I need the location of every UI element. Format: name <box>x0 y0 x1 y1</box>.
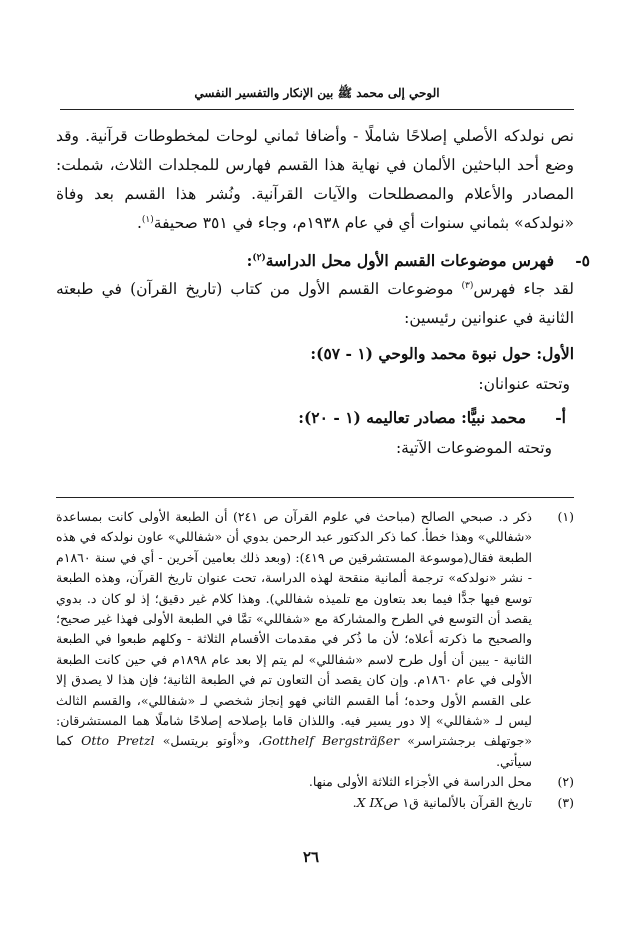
footnote-3 <box>56 793 574 813</box>
paragraph-2-end: موضوعات القسم الأول من كتاب (تاريخ القرآن) في طبعته الثانية في عنوانين رئيسين: <box>56 280 574 327</box>
footnote-1-name-bergstrasser: Gotthelf Bergsträßer <box>262 733 400 749</box>
running-head-title: الوحي إلى محمد ﷺ بين الإنكار والتفسير النفسي <box>194 86 440 100</box>
footnote-2-text: محل الدراسة في الأجزاء الثلاثة الأولى منها. <box>308 774 532 790</box>
header-rule <box>60 109 574 110</box>
second-title: محمد نبيًّا: مصادر تعاليمه (١ - ٢٠): <box>298 408 526 427</box>
section-5-title: فهرس موضوعات القسم الأول محل الدراسة <box>265 251 554 270</box>
footnote-3-end: . <box>352 794 357 810</box>
footnote-2 <box>56 772 574 792</box>
topics-intro: وتحته الموضوعات الآتية: <box>395 439 552 457</box>
section-5-heading <box>56 246 590 275</box>
footnote-ref-3[interactable]: (٣) <box>461 280 474 291</box>
footnote-1-body: ذكر د. صبحي الصالح (مباحث في علوم القرآن ص ٢٤١) أن الطبعة الأولى كانت بمساعدة «شفاللي» وهذا خطأ. كما ذكر الدكتور عبد الرحمن بدوي أن «شفاللي» عاون نولدكه في هذه الطبعة فقال(موسوعة المستشرقين ص ٤١٩): (وبعد ذلك بعامين آخرين - أي في سنة ١٨٦٠م - نشر «نولدكه» ترجمة ألمانية منقحة لهذه الدراسة، تحت عنوان تاريخ القرآن، وهذه الطبعة توسع فيها جدًّا فيما بعد بتعاون مع تلميذه شفاللي). وهذا كلام غير دقيق؛ إذ لو كان د. بدوي يقصد أن التوسع في الطرح والمشاركة مع «شفاللي» تمَّا في الطبعة الأولى فهذا غير صحيح؛ والصحيح ما ذكرته أعلاه؛ لأن ما ذُكر في مقدمات الأقسام الثلاثة - وكلهم طبعوا في الطبعة الثانية - يبين أن أول طرح لاسم «شفاللي» لم يتم إلا بعد عام ١٨٩٨م في حين كانت الطبعة الأولى في عام ١٨٦٠م. وإن كان يقصد أن التعاون تم في الطبعة الثانية؛ فإن هذا لا يصدق إلا على القسم الأول وحده؛ أما القسم الثاني فهو إنجاز شخصي لـ «شفاللي»، والقسم الثالث ليس لـ «شفاللي» إلا دور يسير فيه. واللذان قاما بإصلاحه إصلاحًا شاملًا هما المستشرقان: «جوتهلف برجشتراسر» <box>56 509 533 749</box>
paragraph-2 <box>56 275 574 333</box>
main-text <box>56 122 590 463</box>
second-title-letter: أ- <box>555 408 566 427</box>
footnote-rule <box>56 497 574 498</box>
page-number: ٢٦ <box>302 848 320 866</box>
section-5-colon: : <box>246 251 253 270</box>
paragraph-1 <box>56 122 574 238</box>
footnote-ref-2[interactable]: (٢) <box>252 252 266 263</box>
footnote-1-number: (١) <box>557 509 574 524</box>
paragraph-1-text: نص نولدكه الأصلي إصلاحًا شاملًا - وأضافا ثماني لوحات لمخطوطات قرآنية. وقد وضع أحد الباحثين الألمان في نهاية هذا القسم فهارس للمجلدات الثلاث، شملت: المصادر والأعلام والمصطلحات والآيات القرآنية. ونُشر هذا القسم بعد وفاة «نولدكه» بثماني سنوات أي في عام ١٩٣٨م، وجاء في ٣٥١ صحيفة <box>56 127 575 232</box>
footnote-3-number: (٣) <box>557 794 574 810</box>
second-title-line <box>56 403 574 432</box>
section-5-number: ٥- <box>575 251 590 270</box>
sub-intro: وتحته عنوانان: <box>478 375 570 393</box>
footnote-1-text <box>56 507 532 772</box>
footnote-2-number: (٢) <box>557 774 574 790</box>
footnote-1 <box>56 507 574 772</box>
footnote-1-name-pretzl: Otto Pretzl <box>81 733 155 749</box>
footnote-3-roman: X IX <box>356 794 384 810</box>
footnote-3-body: تاريخ القرآن بالألمانية ق١ ص <box>383 794 532 810</box>
footnote-1-end: كما سيأتي. <box>56 733 532 769</box>
paragraph-2-start: لقد جاء فهرس <box>473 280 574 298</box>
first-title: الأول: حول نبوة محمد والوحي (١ - ٥٧): <box>310 344 574 363</box>
footnotes <box>56 507 574 813</box>
footnote-3-text <box>56 793 532 813</box>
paragraph-1-end: . <box>136 214 142 232</box>
footnote-1-mid: ، و«أوتو بريتسل» <box>154 733 263 749</box>
footnote-ref-1[interactable]: (١) <box>141 214 154 225</box>
